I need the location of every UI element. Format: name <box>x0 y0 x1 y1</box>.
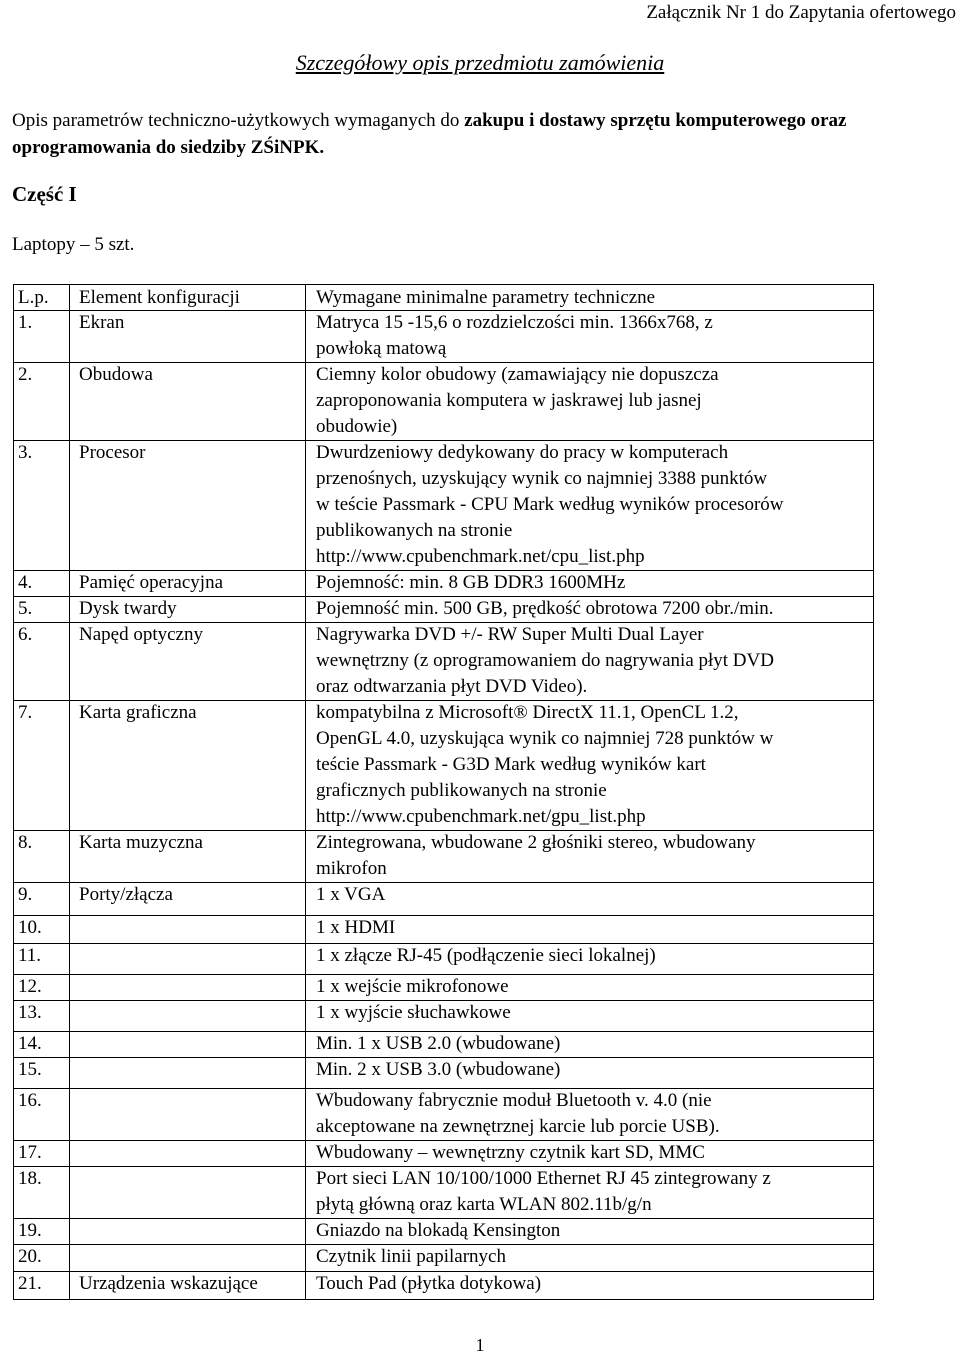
row-number: 16. <box>18 1090 42 1111</box>
row-number: 9. <box>18 884 33 905</box>
row-requirement-line: oraz odtwarzania płyt DVD Video). <box>316 676 588 697</box>
row-requirement-line: płytą główną oraz karta WLAN 802.11b/g/n <box>316 1194 652 1215</box>
row-element: Pamięć operacyjna <box>79 572 224 593</box>
row-number: 21. <box>18 1273 42 1294</box>
row-number: 17. <box>18 1142 42 1163</box>
row-requirement-line: 1 x HDMI <box>316 917 396 938</box>
table-column-divider <box>69 285 70 1299</box>
row-requirement-line: 1 x złącze RJ-45 (podłączenie sieci lokalnej) <box>316 945 656 966</box>
row-element: Procesor <box>79 442 146 463</box>
intro-bold-text: zakupu i dostawy sprzętu komputerowego oraz oprogramowania do siedziby ZŚiNPK. <box>12 110 847 158</box>
row-element: Urządzenia wskazujące <box>79 1273 258 1294</box>
row-number: 8. <box>18 832 33 853</box>
row-requirement-line: teście Passmark - G3D Mark według wyników kart <box>316 754 706 775</box>
row-number: 20. <box>18 1246 42 1267</box>
row-requirement-line: mikrofon <box>316 858 387 879</box>
row-number: 1. <box>18 312 33 333</box>
row-number: 6. <box>18 624 33 645</box>
row-requirement-line: Dwurdzeniowy dedykowany do pracy w komputerach <box>316 442 729 463</box>
header-lp: L.p. <box>18 287 49 308</box>
header-requirements: Wymagane minimalne parametry techniczne <box>316 287 656 308</box>
row-requirement-line: wewnętrzny (z oprogramowaniem do nagrywania płyt DVD <box>316 650 774 671</box>
row-element: Karta muzyczna <box>79 832 203 853</box>
row-requirement-line: obudowie) <box>316 416 398 437</box>
row-requirement-line: Gniazdo na blokadą Kensington <box>316 1220 561 1241</box>
spec-table <box>13 284 874 1300</box>
row-requirement-line: zaproponowania komputera w jaskrawej lub jasnej <box>316 390 702 411</box>
row-element: Porty/złącza <box>79 884 173 905</box>
row-element: Obudowa <box>79 364 153 385</box>
row-number: 4. <box>18 572 33 593</box>
annex-label: Załącznik Nr 1 do Zapytania ofertowego <box>646 2 956 23</box>
row-number: 12. <box>18 976 42 997</box>
row-number: 14. <box>18 1033 42 1054</box>
row-number: 13. <box>18 1002 42 1023</box>
row-requirement-line: Nagrywarka DVD +/- RW Super Multi Dual Layer <box>316 624 704 645</box>
table-column-divider <box>305 285 306 1299</box>
intro-paragraph <box>12 107 952 161</box>
row-element: Napęd optyczny <box>79 624 203 645</box>
row-number: 19. <box>18 1220 42 1241</box>
row-requirement-line: OpenGL 4.0, uzyskująca wynik co najmniej 728 punktów w <box>316 728 774 749</box>
row-number: 2. <box>18 364 33 385</box>
section-subtitle: Laptopy – 5 szt. <box>12 234 135 255</box>
row-requirement-line: Wbudowany – wewnętrzny czytnik kart SD, MMC <box>316 1142 705 1163</box>
row-requirement-line: akceptowane na zewnętrznej karcie lub porcie USB). <box>316 1116 720 1137</box>
row-requirement-line: http://www.cpubenchmark.net/gpu_list.php <box>316 806 646 827</box>
row-requirement-line: publikowanych na stronie <box>316 520 513 541</box>
row-requirement-line: Wbudowany fabrycznie moduł Bluetooth v. 4.0 (nie <box>316 1090 712 1111</box>
row-requirement-line: w teście Passmark - CPU Mark według wyników procesorów <box>316 494 784 515</box>
row-number: 10. <box>18 917 42 938</box>
row-requirement-line: Czytnik linii papilarnych <box>316 1246 506 1267</box>
row-requirement-line: Ciemny kolor obudowy (zamawiający nie dopuszcza <box>316 364 719 385</box>
row-element: Dysk twardy <box>79 598 177 619</box>
row-requirement-line: Port sieci LAN 10/100/1000 Ethernet RJ 45 zintegrowany z <box>316 1168 771 1189</box>
row-requirement-line: Matryca 15 -15,6 o rozdzielczości min. 1366x768, z <box>316 312 713 333</box>
row-number: 15. <box>18 1059 42 1080</box>
row-requirement-line: kompatybilna z Microsoft® DirectX 11.1, OpenCL 1.2, <box>316 702 739 723</box>
row-requirement-line: Min. 1 x USB 2.0 (wbudowane) <box>316 1033 561 1054</box>
row-requirement-line: przenośnych, uzyskujący wynik co najmniej 3388 punktów <box>316 468 768 489</box>
row-requirement-line: Min. 2 x USB 3.0 (wbudowane) <box>316 1059 561 1080</box>
row-requirement-line: Pojemność min. 500 GB, prędkość obrotowa 7200 obr./min. <box>316 598 774 619</box>
row-number: 11. <box>18 945 42 966</box>
page-number: 1 <box>475 1335 485 1355</box>
part-heading: Część I <box>12 182 77 206</box>
table-row-divider <box>14 915 873 916</box>
row-requirement-line: Pojemność: min. 8 GB DDR3 1600MHz <box>316 572 626 593</box>
row-number: 5. <box>18 598 33 619</box>
row-element: Karta graficzna <box>79 702 197 723</box>
intro-normal-text: Opis parametrów techniczno-użytkowych wymaganych do <box>12 110 465 131</box>
document-title: Szczegółowy opis przedmiotu zamówienia <box>295 50 665 75</box>
row-number: 7. <box>18 702 33 723</box>
row-requirement-line: http://www.cpubenchmark.net/cpu_list.php <box>316 546 645 567</box>
row-requirement-line: 1 x wejście mikrofonowe <box>316 976 509 997</box>
row-number: 3. <box>18 442 33 463</box>
row-requirement-line: Touch Pad (płytka dotykowa) <box>316 1273 542 1294</box>
row-requirement-line: 1 x wyjście słuchawkowe <box>316 1002 511 1023</box>
row-requirement-line: Zintegrowana, wbudowane 2 głośniki stereo, wbudowany <box>316 832 756 853</box>
row-requirement-line: powłoką matową <box>316 338 447 359</box>
row-number: 18. <box>18 1168 42 1189</box>
row-requirement-line: 1 x VGA <box>316 884 386 905</box>
row-requirement-line: graficznych publikowanych na stronie <box>316 780 607 801</box>
header-element: Element konfiguracji <box>79 287 240 308</box>
row-element: Ekran <box>79 312 125 333</box>
